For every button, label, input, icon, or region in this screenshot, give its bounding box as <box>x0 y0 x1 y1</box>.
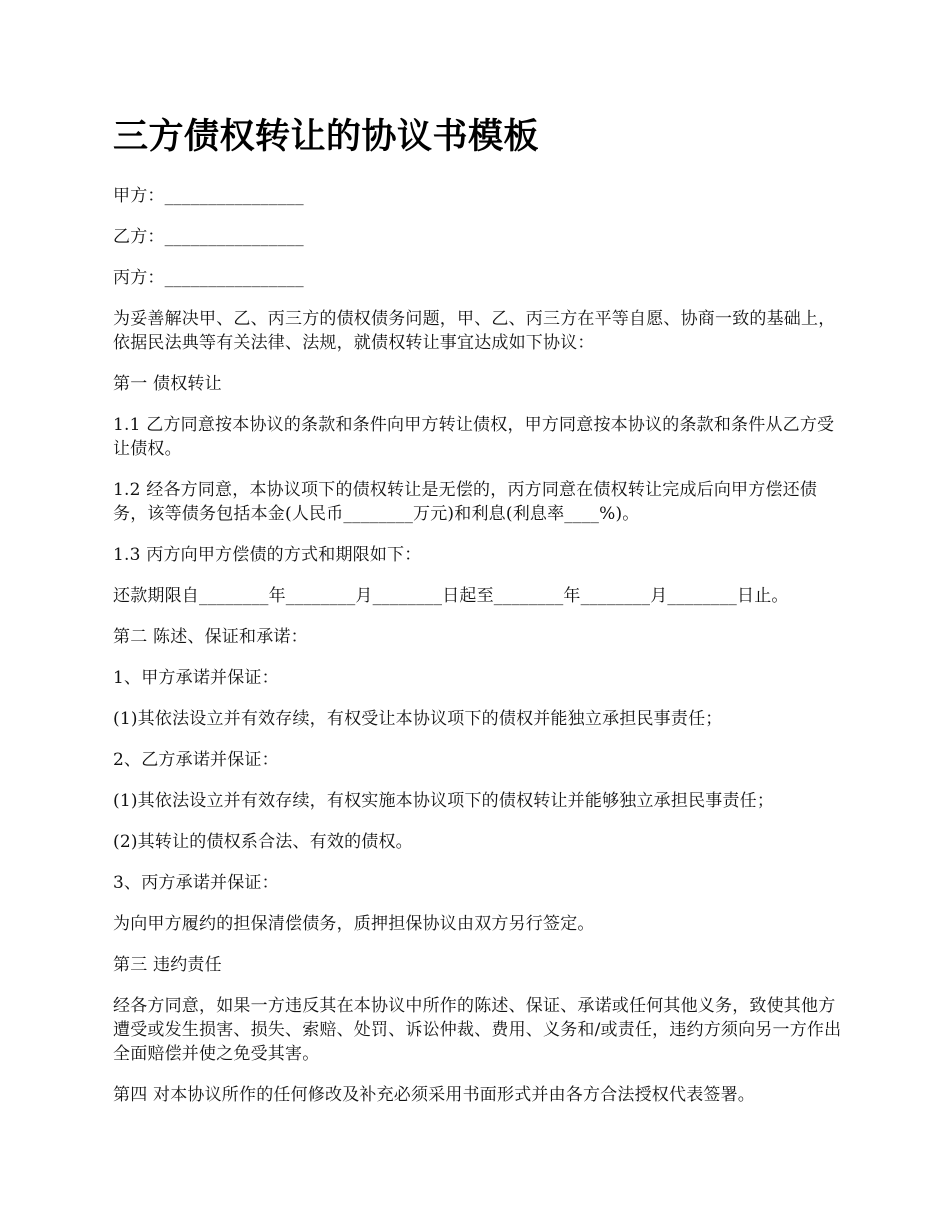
party-c-promise-heading: 3、丙方承诺并保证： <box>113 873 279 893</box>
party-c-promise-text: 为向甲方履约的担保清偿债务，质押担保协议由双方另行签定。 <box>113 914 595 934</box>
section-4-clause: 第四 对本协议所作的任何修改及补充必须采用书面形式并由各方合法授权代表签署。 <box>113 1085 756 1105</box>
party-b-line: 乙方：________________ <box>113 227 304 247</box>
clause-1-1: 1.1 乙方同意按本协议的条款和条件向甲方转让债权，甲方同意按本协议的条款和条件从乙方受让债权。 <box>113 415 835 459</box>
party-b-promise-2: (2)其转让的债权系合法、有效的债权。 <box>113 832 413 852</box>
party-a-promise-1: (1)其依法设立并有效存续，有权受让本协议项下的债权并能独立承担民事责任； <box>113 709 723 729</box>
party-b-promise-heading: 2、乙方承诺并保证： <box>113 750 279 770</box>
clause-1-3: 1.3 丙方向甲方偿债的方式和期限如下： <box>113 545 422 565</box>
document-body <box>113 112 843 1124</box>
repayment-period-line: 还款期限自________年________月________日起至________年________月________日止。 <box>113 586 789 606</box>
party-b-promise-1: (1)其依法设立并有效存续，有权实施本协议项下的债权转让并能够独立承担民事责任； <box>113 791 775 811</box>
preamble-paragraph: 为妥善解决甲、乙、丙三方的债权债务问题，甲、乙、丙三方在平等自愿、协商一致的基础上，依据民法典等有关法律、法规，就债权转让事宜达成如下协议： <box>113 309 836 353</box>
section-1-heading: 第一 债权转让 <box>113 374 222 394</box>
clause-1-2: 1.2 经各方同意，本协议项下的债权转让是无偿的，丙方同意在债权转让完成后向甲方偿还债务，该等债务包括本金(人民币________万元)和利息(利息率____%)。 <box>113 480 818 524</box>
section-3-heading: 第三 违约责任 <box>113 955 222 975</box>
party-a-promise-heading: 1、甲方承诺并保证： <box>113 668 279 688</box>
document-title: 三方债权转让的协议书模板 <box>113 116 540 157</box>
party-a-line: 甲方：________________ <box>113 186 304 206</box>
breach-clause: 经各方同意，如果一方违反其在本协议中所作的陈述、保证、承诺或任何其他义务，致使其他方遭受或发生损害、损失、索赔、处罚、诉讼仲裁、费用、义务和/或责任，违约方须向另一方作出全面赔偿并使之免受其害。 <box>113 996 842 1064</box>
section-2-heading: 第二 陈述、保证和承诺： <box>113 627 308 647</box>
party-c-line: 丙方：________________ <box>113 268 304 288</box>
